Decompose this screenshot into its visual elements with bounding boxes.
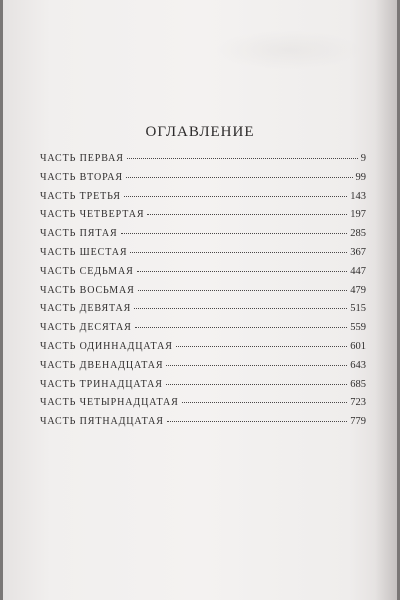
toc-entry-label: ЧАСТЬ ТРИНАДЦАТАЯ bbox=[40, 378, 163, 390]
toc-entry-page-number: 447 bbox=[350, 265, 366, 277]
toc-dot-leader bbox=[147, 214, 347, 215]
toc-entry-page-number: 285 bbox=[350, 228, 366, 240]
toc-dot-leader bbox=[167, 421, 347, 422]
toc-dot-leader bbox=[124, 196, 347, 197]
toc-entry bbox=[40, 379, 366, 398]
toc-entry bbox=[40, 172, 366, 191]
toc-entry-page-number: 601 bbox=[350, 340, 366, 352]
toc-list bbox=[40, 153, 366, 435]
toc-dot-leader bbox=[138, 290, 347, 291]
toc-entry-label: ЧАСТЬ ПЕРВАЯ bbox=[40, 153, 124, 164]
toc-dot-leader bbox=[121, 233, 348, 234]
toc-dot-leader bbox=[166, 365, 347, 366]
toc-entry-label: ЧАСТЬ ОДИННАДЦАТАЯ bbox=[40, 340, 173, 352]
toc-entry-label: ЧАСТЬ ВТОРАЯ bbox=[40, 171, 123, 183]
toc-dot-leader bbox=[176, 346, 347, 347]
toc-entry-page-number: 723 bbox=[350, 397, 366, 409]
toc-entry-page-number: 559 bbox=[350, 322, 366, 334]
toc-dot-leader bbox=[127, 158, 358, 159]
toc-dot-leader bbox=[137, 271, 348, 272]
toc-entry-label: ЧАСТЬ ДЕВЯТАЯ bbox=[40, 303, 132, 315]
toc-entry bbox=[40, 285, 366, 304]
toc-entry bbox=[40, 266, 366, 285]
toc-entry-label: ЧАСТЬ ВОСЬМАЯ bbox=[40, 284, 135, 296]
toc-entry-page-number: 685 bbox=[350, 378, 366, 390]
toc-entry-page-number: 479 bbox=[350, 284, 366, 296]
toc-title: ОГЛАВЛЕНИЕ bbox=[145, 124, 255, 140]
toc-entry bbox=[40, 341, 366, 360]
toc-dot-leader bbox=[130, 252, 347, 253]
toc-entry-page-number: 9 bbox=[360, 153, 366, 164]
toc-dot-leader bbox=[166, 384, 347, 385]
toc-entry bbox=[40, 397, 366, 416]
toc-entry-page-number: 99 bbox=[355, 171, 366, 183]
bleed-through-smudge bbox=[213, 30, 363, 70]
toc-entry bbox=[40, 209, 366, 228]
page-edge-shadow bbox=[375, 0, 397, 600]
toc-entry-page-number: 367 bbox=[350, 246, 366, 258]
toc-entry bbox=[40, 360, 366, 379]
toc-entry-label: ЧАСТЬ ЧЕТЫРНАДЦАТАЯ bbox=[40, 397, 179, 409]
toc-entry-label: ЧАСТЬ ШЕСТАЯ bbox=[40, 246, 128, 258]
toc-entry-page-number: 197 bbox=[350, 209, 366, 221]
toc-dot-leader bbox=[182, 402, 348, 403]
toc-entry-label: ЧАСТЬ ЧЕТВЕРТАЯ bbox=[40, 209, 145, 221]
toc-entry bbox=[40, 228, 366, 247]
toc-entry-page-number: 143 bbox=[350, 190, 366, 202]
toc-entry bbox=[40, 416, 366, 435]
toc-dot-leader bbox=[134, 308, 347, 309]
toc-entry-label: ЧАСТЬ ДВЕНАДЦАТАЯ bbox=[40, 359, 164, 371]
toc-entry bbox=[40, 303, 366, 322]
book-page bbox=[3, 0, 397, 600]
toc-dot-leader bbox=[135, 327, 348, 328]
toc-entry-page-number: 779 bbox=[350, 416, 366, 428]
toc-entry bbox=[40, 247, 366, 266]
toc-entry-page-number: 515 bbox=[350, 303, 366, 315]
toc-entry-page-number: 643 bbox=[350, 359, 366, 371]
toc-entry bbox=[40, 191, 366, 210]
toc-entry-label: ЧАСТЬ СЕДЬМАЯ bbox=[40, 265, 134, 277]
toc-entry-label: ЧАСТЬ ТРЕТЬЯ bbox=[40, 190, 121, 202]
toc-entry bbox=[40, 322, 366, 341]
toc-dot-leader bbox=[126, 177, 353, 178]
toc-entry bbox=[40, 153, 366, 172]
toc-entry-label: ЧАСТЬ ДЕСЯТАЯ bbox=[40, 322, 132, 334]
toc-entry-label: ЧАСТЬ ПЯТНАДЦАТАЯ bbox=[40, 416, 164, 428]
toc-entry-label: ЧАСТЬ ПЯТАЯ bbox=[40, 228, 118, 240]
